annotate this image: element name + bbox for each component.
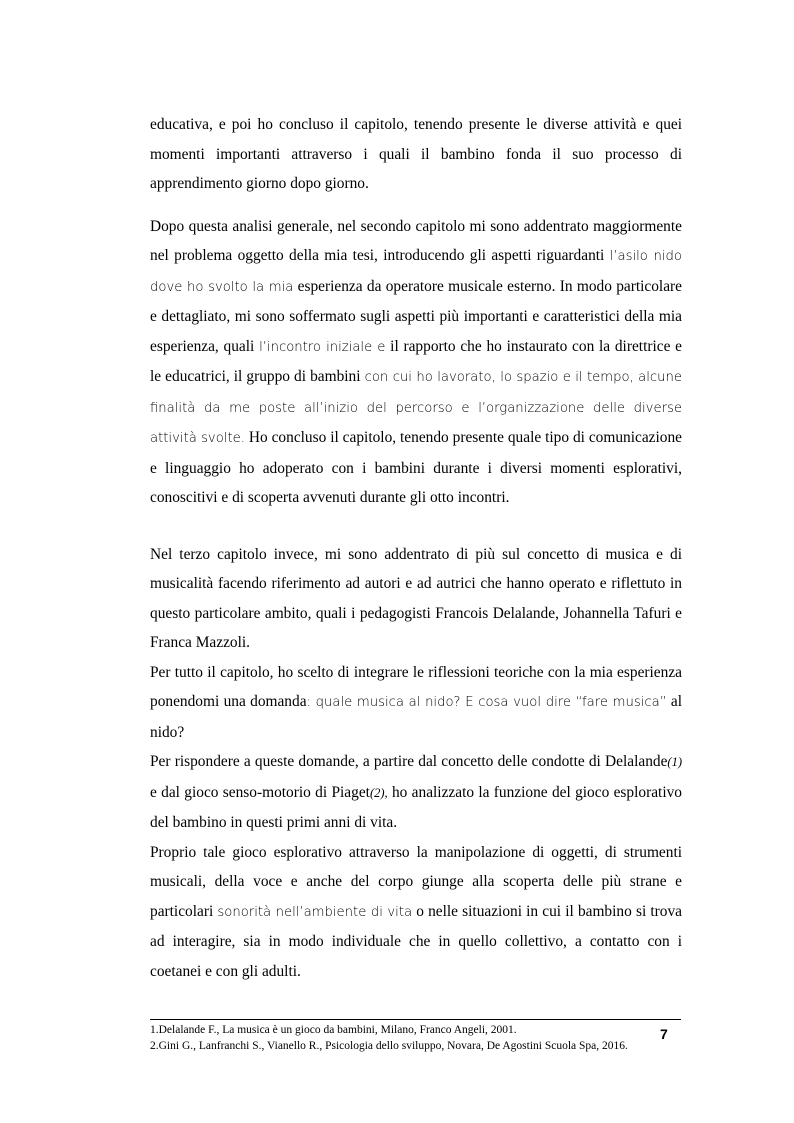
footnote-1: 1.Delalande F., La musica è un gioco da bambini, Milano, Franco Angeli, 2001. xyxy=(150,1024,517,1036)
paragraph-2-text-b: l’asilo nido dove ho svolto la mia xyxy=(150,249,682,295)
paragraph-4-text-b: : quale musica al nido? E cosa vuol dire “fare musica” xyxy=(306,695,667,710)
paragraph-2-text-g: Ho concluso il capitolo, tenendo presente quale tipo di comunicazione e linguaggio ho adoperato con i bambini durante i diversi momenti esplorativi, conoscitivi e di scoperta avvenuti durante gli otto incontri. xyxy=(150,429,682,506)
paragraph-4-text-a: Per tutto il capitolo, ho scelto di integrare le riflessioni teoriche con la mia esperienza ponendomi una domanda xyxy=(150,663,682,710)
paragraph-2-text-e: il rapporto che ho instaurato con la direttrice e le educatrici, il gruppo di bambini xyxy=(150,337,682,385)
footnotes xyxy=(150,1023,632,1054)
paragraph-2 xyxy=(150,212,682,513)
paragraph-1 xyxy=(150,110,682,199)
paragraph-4-text-c: al nido? xyxy=(150,693,682,741)
paragraph-5 xyxy=(150,747,682,838)
paragraph-5-text-a: Per rispondere a queste domande, a partire dal concetto delle condotte di Delalande xyxy=(150,753,668,770)
footnote-divider xyxy=(150,1019,681,1020)
footnote-ref-1: (1) xyxy=(667,755,682,769)
paragraph-1-text: educativa, e poi ho concluso il capitolo, tenendo presente le diverse attività e quei momenti importanti attraverso i quali il bambino fonda il suo processo di apprendimento giorno dopo giorno. xyxy=(150,116,682,192)
paragraph-2-text-a: Dopo questa analisi generale, nel secondo capitolo mi sono addentrato maggiormente nel problema oggetto della mia tesi, introducendo gli aspetti riguardanti xyxy=(150,217,682,264)
paragraph-6-text-b: sonorità nell’ambiente di vita xyxy=(217,904,413,920)
paragraph-6 xyxy=(150,838,682,987)
footnote-ref-2: (2), xyxy=(369,785,388,800)
paragraph-2-text-d: l’incontro iniziale e xyxy=(259,339,386,355)
paragraph-5-text-c: ho analizzato la funzione del gioco esplorativo del bambino in questi primi anni di vita. xyxy=(150,783,682,831)
page-number: 7 xyxy=(660,1026,668,1042)
paragraph-3 xyxy=(150,540,682,658)
body-text xyxy=(150,110,682,986)
paragraph-6-text-c: o nelle situazioni in cui il bambino si trova ad interagire, sia in modo individuale che in quello collettivo, a contatto con i coetanei e con gli adulti. xyxy=(150,902,682,980)
paragraph-5-text-b: e dal gioco senso-motorio di Piaget xyxy=(150,783,370,801)
paragraph-2-text-f: con cui ho lavorato, lo spazio e il tempo, alcune finalità da me poste all’inizio del percorso e l’organizzazione delle diverse attività svolte. xyxy=(150,370,682,446)
paragraph-2-text-c: esperienza da operatore musicale esterno. In modo particolare e dettagliato, mi sono soffermato sugli aspetti più importanti e caratteristici della mia esperienza, quali xyxy=(150,277,682,355)
footnote-2: 2.Gini G., Lanfranchi S., Vianello R., Psicologia dello sviluppo, Novara, De Agostini Scuola Spa, 2016. xyxy=(150,1039,628,1052)
paragraph-3-text: Nel terzo capitolo invece, mi sono addentrato di più sul concetto di musica e di musicalità facendo riferimento ad autori e ad autrici che hanno operato e riflettuto in questo particolare ambito, quali i pedagogisti Francois Delalande, Johannella Tafuri e Franca Mazzoli. xyxy=(150,545,682,651)
paragraph-4 xyxy=(150,658,682,748)
paragraph-6-text-a: Proprio tale gioco esplorativo attraverso la manipolazione di oggetti, di strumenti musicali, della voce e anche del corpo giunge alla scoperta delle più strane e particolari xyxy=(150,843,682,920)
